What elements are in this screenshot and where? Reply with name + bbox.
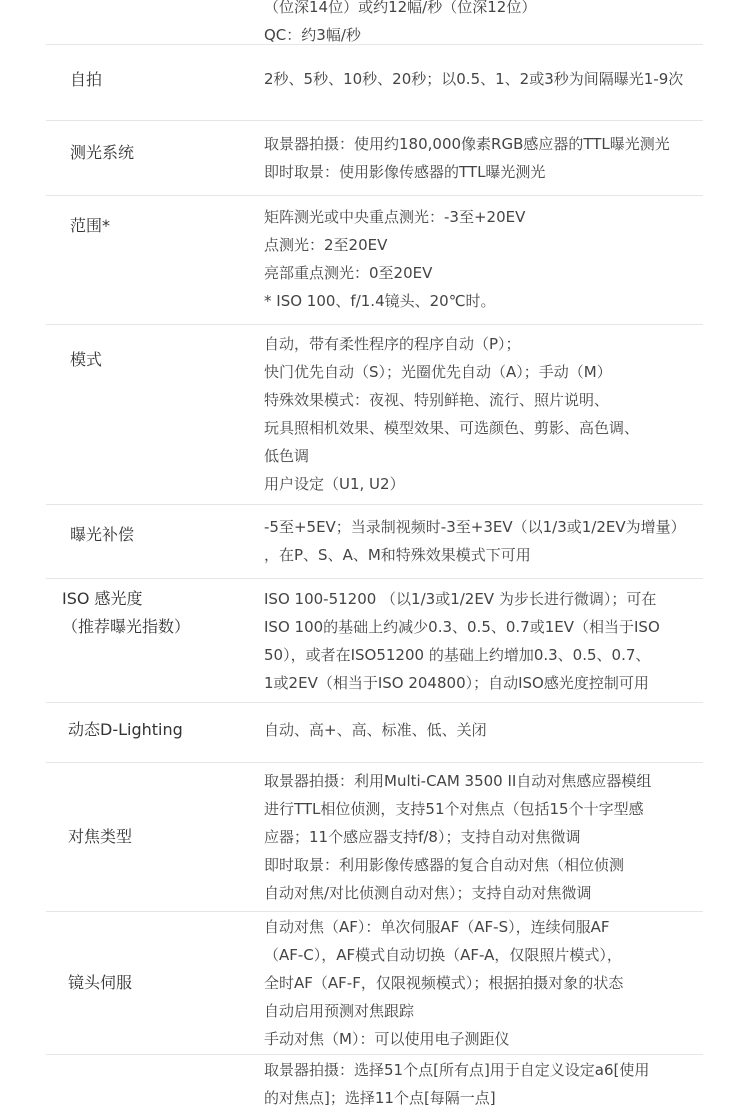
spec-value-line: 玩具照相机效果、模型效果、可选颜色、剪影、高色调、: [264, 419, 640, 437]
spec-value-line: 低色调: [264, 447, 310, 465]
spec-value-line: 取景器拍摄：选择51个点[所有点]用于自定义设定a6[使用: [264, 1061, 650, 1079]
spec-value: [264, 1056, 649, 1112]
spec-value-line: 自动、高+、高、标准、低、关闭: [264, 721, 487, 739]
spec-value: [264, 65, 683, 93]
spec-value: [264, 203, 525, 315]
spec-value-line: 的对焦点]；选择11个点[每隔一点]: [264, 1089, 496, 1107]
spec-value-line: 自动启用预测对焦跟踪: [264, 1002, 415, 1020]
spec-value: [264, 585, 660, 697]
spec-label: [70, 346, 102, 374]
spec-value-line: ISO 100的基础上约减少0.3、0.5、0.7或1EV（相当于ISO: [264, 618, 660, 636]
spec-value: [264, 716, 487, 744]
spec-value: [264, 913, 623, 1053]
spec-value-line: 50），或者在ISO51200 的基础上约增加0.3、0.5、0.7、: [264, 646, 651, 664]
spec-value-line: 全时AF（AF-F，仅限视频模式）；根据拍摄对象的状态: [264, 974, 624, 992]
spec-value-line: 点测光：2至20EV: [264, 236, 388, 254]
spec-label-line: 模式: [70, 350, 103, 369]
spec-value-line: -5至+5EV；当录制视频时-3至+3EV（以1/3或1/2EV为增量）: [264, 518, 686, 536]
spec-value: [264, 767, 651, 907]
spec-value: [264, 0, 536, 49]
spec-value-line: 即时取景：利用影像传感器的复合自动对焦（相位侦测: [264, 856, 625, 874]
spec-value-line: 应器；11个感应器支持f/8）；支持自动对焦微调: [264, 828, 581, 846]
spec-value-line: 亮部重点测光：0至20EV: [264, 264, 433, 282]
spec-label-line: 测光系统: [70, 143, 135, 162]
spec-value-line: （AF-C），AF模式自动切换（AF-A，仅限照片模式），: [264, 946, 622, 964]
spec-value-line: 即时取景：使用影像传感器的TTL曝光测光: [264, 163, 546, 181]
spec-value-line: ISO 100-51200 （以1/3或1/2EV 为步长进行微调）；可在: [264, 590, 657, 608]
spec-value-line: 手动对焦（M）：可以使用电子测距仪: [264, 1030, 510, 1048]
spec-value-line: 取景器拍摄：使用约180,000像素RGB感应器的TTL曝光测光: [264, 135, 670, 153]
spec-value-line: 取景器拍摄：利用Multi-CAM 3500 II自动对焦感应器模组: [264, 772, 652, 790]
spec-label: [68, 716, 183, 744]
spec-label-line: ISO 感光度: [62, 589, 143, 608]
spec-value-line: （位深14位）或约12幅/秒（位深12位）: [264, 0, 537, 16]
spec-label-line: 范围*: [70, 216, 111, 235]
spec-label: [70, 521, 134, 549]
spec-value-line: 自动对焦（AF）：单次伺服AF（AF-S），连续伺服AF: [264, 918, 610, 936]
spec-value-line: 快门优先自动（S）；光圈优先自动（A）；手动（M）: [264, 363, 612, 381]
spec-value-line: 用户设定（U1, U2）: [264, 475, 405, 493]
spec-value-line: 自动，带有柔性程序的程序自动（P）；: [264, 335, 521, 353]
spec-label: [70, 139, 134, 167]
spec-label-line: 镜头伺服: [68, 973, 133, 992]
spec-value-line: 自动对焦/对比侦测自动对焦）；支持自动对焦微调: [264, 884, 592, 902]
spec-value-line: * ISO 100、f/1.4镜头、20℃时。: [264, 292, 496, 310]
spec-label: [62, 585, 190, 641]
spec-value-line: 特殊效果模式：夜视、特别鲜艳、流行、照片说明、: [264, 391, 610, 409]
spec-label-line: （推荐曝光指数）: [62, 617, 191, 636]
spec-value-line: 进行TTL相位侦测，支持51个对焦点（包括15个十字型感: [264, 800, 644, 818]
spec-value-line: 2秒、5秒、10秒、20秒；以0.5、1、2或3秒为间隔曝光1-9次: [264, 70, 684, 88]
spec-label: [68, 969, 132, 997]
spec-value-line: ，在P、S、A、M和特殊效果模式下可用: [264, 546, 531, 564]
spec-value-line: QC：约3幅/秒: [264, 26, 361, 44]
spec-label-line: 动态D-Lighting: [68, 720, 183, 739]
spec-label: [68, 823, 132, 851]
spec-value: [264, 513, 686, 569]
spec-label-line: 曝光补偿: [70, 525, 135, 544]
spec-value: [264, 130, 670, 186]
spec-label: [70, 212, 110, 240]
spec-value-line: 矩阵测光或中央重点测光：-3至+20EV: [264, 208, 526, 226]
spec-label-line: 自拍: [70, 70, 103, 89]
spec-label: [70, 66, 102, 94]
spec-value-line: 1或2EV（相当于ISO 204800）；自动ISO感光度控制可用: [264, 674, 649, 692]
spec-value: [264, 330, 639, 498]
spec-label-line: 对焦类型: [68, 827, 133, 846]
